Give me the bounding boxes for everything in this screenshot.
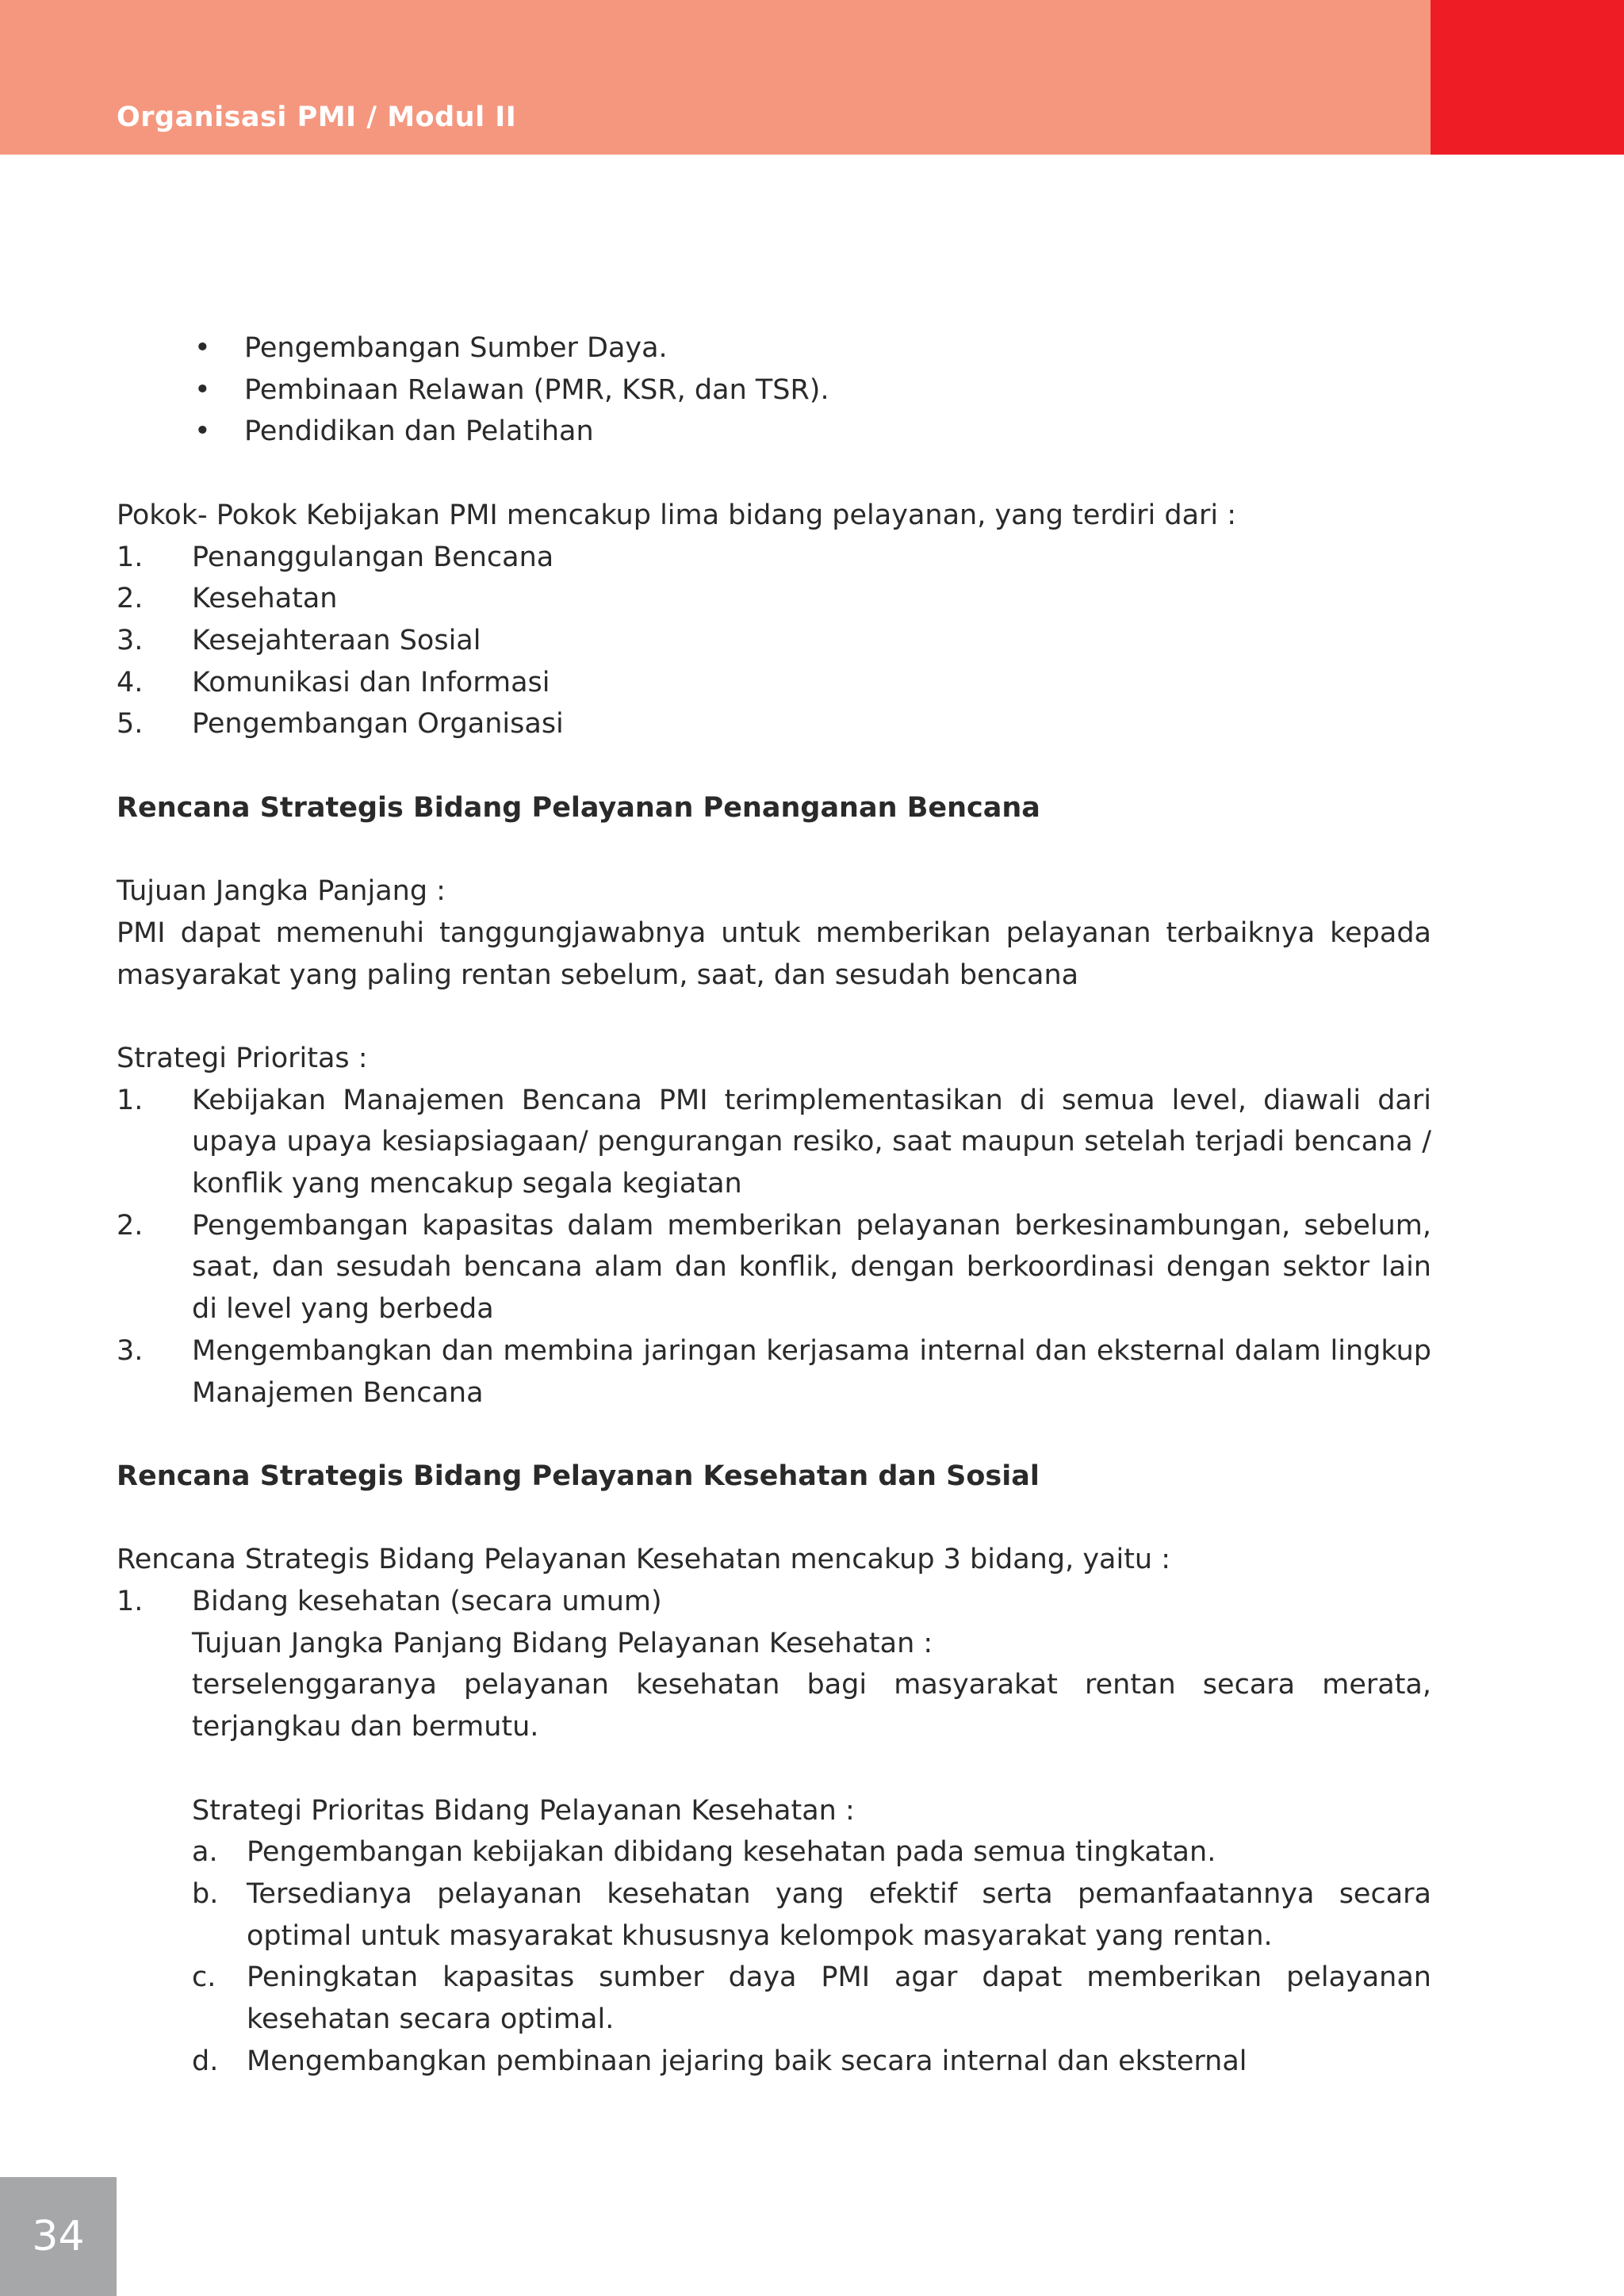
list-item — [117, 1831, 1431, 1873]
list-number: 1. — [117, 1586, 144, 1617]
list-letter: a. — [192, 1836, 218, 1869]
list-number: 5. — [117, 708, 144, 740]
list-item — [117, 620, 1431, 662]
health-goal-text: terselenggaranya pelayanan kesehatan bagi masyarakat rentan secara merata, terjangkau dan bermutu. — [192, 1669, 1431, 1743]
list-text: Komunikasi dan Informasi — [192, 666, 550, 698]
list-item — [117, 369, 1431, 411]
list-text: Kebijakan Manajemen Bencana PMI terimplementasikan di semua level, diawali dari upaya upaya kesiapsiagaan/ pengurangan resiko, saat maupun setelah terjadi bencana / konflik yang mencakup segala kegiatan — [192, 1084, 1431, 1200]
list-number: 1. — [117, 541, 144, 573]
list-item — [117, 537, 1431, 579]
list-number: 3. — [117, 1334, 144, 1367]
header-accent-block — [1431, 0, 1624, 155]
list-item — [117, 411, 1431, 453]
goal-text: PMI dapat memenuhi tanggungjawabnya untuk memberikan pelayanan terbaiknya kepada masyarakat yang paling rentan sebelum, saat, dan sesudah bencana — [117, 916, 1431, 991]
health-intro: Rencana Strategis Bidang Pelayanan Kesehatan mencakup 3 bidang, yaitu : — [117, 1544, 1171, 1576]
list-item — [117, 703, 1431, 745]
list-text: Pengembangan kapasitas dalam memberikan pelayanan berkesinambungan, sebelum, saat, dan sesudah bencana alam dan konflik, dengan berkoordinasi dengan sektor lain di level yang berbeda — [192, 1209, 1431, 1326]
list-item — [117, 1330, 1431, 1414]
goal-label: Tujuan Jangka Panjang : — [117, 875, 446, 908]
list-item — [117, 1873, 1431, 1957]
list-number: 4. — [117, 666, 144, 698]
list-item — [117, 578, 1431, 620]
list-item — [117, 1205, 1431, 1330]
bullet-text: Pendidikan dan Pelatihan — [244, 415, 594, 448]
section-heading-disaster: Rencana Strategis Bidang Pelayanan Penanganan Bencana — [117, 791, 1040, 824]
health-goal-label: Tujuan Jangka Panjang Bidang Pelayanan Kesehatan : — [192, 1627, 933, 1659]
header-title: Organisasi PMI / Modul II — [117, 101, 517, 133]
list-letter: b. — [192, 1877, 219, 1910]
list-text: Kesejahteraan Sosial — [192, 624, 481, 656]
list-item — [117, 1080, 1431, 1205]
list-letter: c. — [192, 1961, 216, 1994]
list-text: Mengembangkan pembinaan jejaring baik secara internal dan eksternal — [247, 2045, 1247, 2077]
bullet-icon: • — [194, 415, 211, 448]
bullet-icon: • — [194, 332, 211, 364]
list-number: 3. — [117, 624, 144, 656]
list-text: Penanggulangan Bencana — [192, 541, 554, 573]
list-text: Kesehatan — [192, 583, 338, 615]
bullet-icon: • — [194, 373, 211, 406]
strategy-label: Strategi Prioritas : — [117, 1042, 368, 1074]
bullet-text: Pembinaan Relawan (PMR, KSR, dan TSR). — [244, 373, 829, 406]
list-item — [117, 1957, 1431, 2040]
list-letter: d. — [192, 2045, 219, 2077]
list-text: Bidang kesehatan (secara umum) — [192, 1586, 662, 1617]
list-item — [117, 327, 1431, 369]
bullet-text: Pengembangan Sumber Daya. — [244, 332, 668, 364]
list-number: 2. — [117, 1209, 144, 1242]
list-text: Peningkatan kapasitas sumber daya PMI agar dapat memberikan pelayanan kesehatan secara optimal. — [247, 1961, 1431, 2036]
health-strategy-label: Strategi Prioritas Bidang Pelayanan Kesehatan : — [192, 1794, 855, 1827]
page-number: 34 — [0, 2177, 117, 2296]
list-item — [117, 1581, 1431, 1623]
list-text: Mengembangkan dan membina jaringan kerjasama internal dan eksternal dalam lingkup Manajemen Bencana — [192, 1334, 1431, 1409]
page-content — [117, 327, 1431, 2082]
policy-intro: Pokok- Pokok Kebijakan PMI mencakup lima bidang pelayanan, yang terdiri dari : — [117, 499, 1237, 531]
list-item — [117, 2041, 1431, 2083]
list-text: Tersedianya pelayanan kesehatan yang efektif serta pemanfaatannya secara optimal untuk masyarakat khususnya kelompok masyarakat yang rentan. — [247, 1877, 1431, 1952]
list-text: Pengembangan kebijakan dibidang kesehatan pada semua tingkatan. — [247, 1836, 1216, 1869]
list-number: 2. — [117, 583, 144, 615]
list-number: 1. — [117, 1084, 144, 1116]
section-heading-health: Rencana Strategis Bidang Pelayanan Kesehatan dan Sosial — [117, 1460, 1040, 1492]
list-text: Pengembangan Organisasi — [192, 708, 564, 740]
list-item — [117, 662, 1431, 704]
